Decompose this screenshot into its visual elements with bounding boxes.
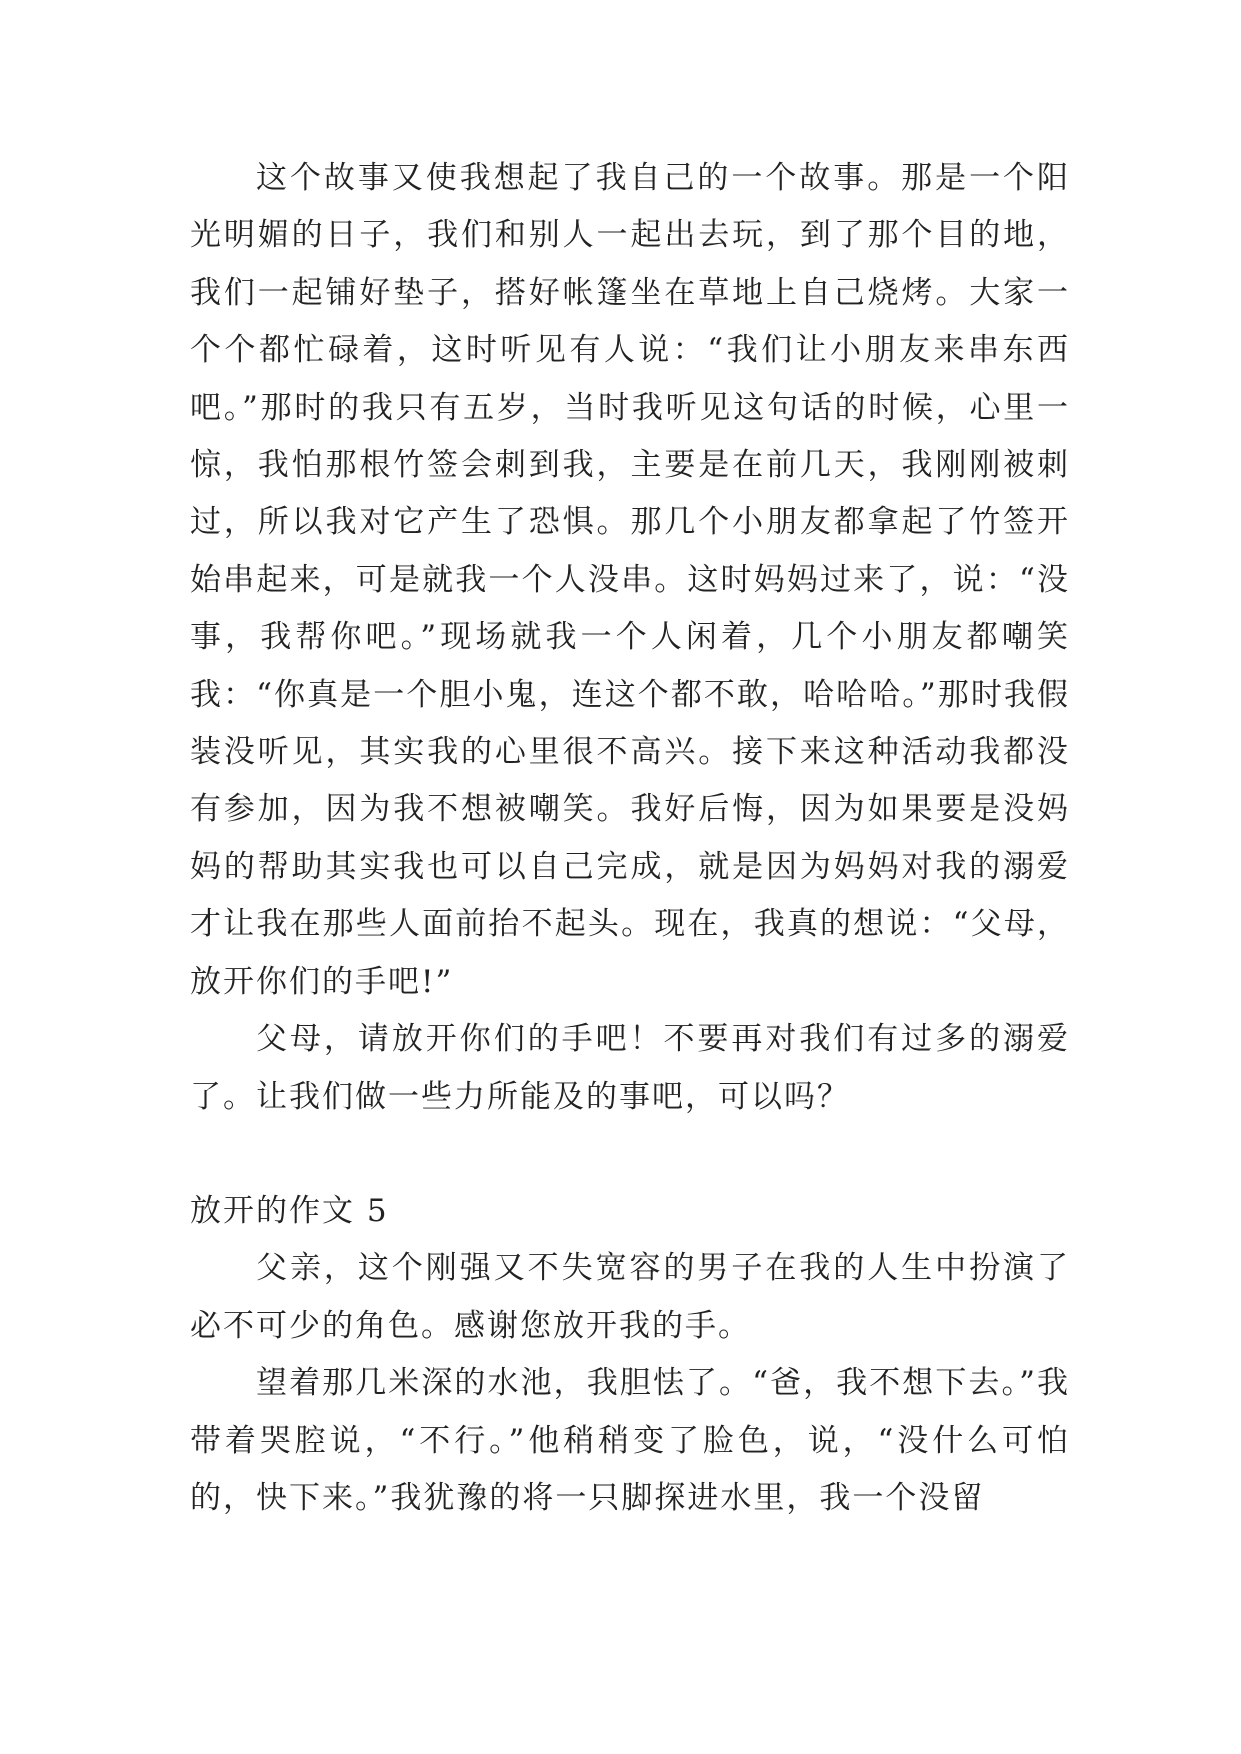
section-heading: 放开的作文 5 — [190, 1192, 389, 1229]
paragraph-story-memory: 这个故事又使我想起了我自己的一个故事。那是一个阳光明媚的日子，我们和别人一起出去玩，到了那个目的地，我们一起铺好垫子，搭好帐篷坐在草地上自己烧烤。大家一个个都忙碌着，这时听见有人说：“我们让小朋友来串东西吧。”那时的我只有五岁，当时我听见这句话的时候，心里一惊，我怕那根竹签会刺到我，主要是在前几天，我刚刚被刺过，所以我对它产生了恐惧。那几个小朋友都拿起了竹签开始串起来，可是就我一个人没串。这时妈妈过来了，说：“没事，我帮你吧。”现场就我一个人闲着，几个小朋友都嘲笑我：“你真是一个胆小鬼，连这个都不敢，哈哈哈。”那时我假装没听见，其实我的心里很不高兴。接下来这种活动我都没有参加，因为我不想被嘲笑。我好后悔，因为如果要是没妈妈的帮助其实我也可以自己完成，就是因为妈妈对我的溺爱才让我在那些人面前抬不起头。现在，我真的想说：“父母，放开你们的手吧!” — [190, 160, 1070, 1000]
paragraph-plea-to-parents: 父母，请放开你们的手吧！不要再对我们有过多的溺爱了。让我们做一些力所能及的事吧，可以吗？ — [190, 1021, 1070, 1115]
paragraph-pool-story: 望着那几米深的水池，我胆怯了。“爸，我不想下去。”我带着哭腔说，“不行。”他稍稍变了脸色，说，“没什么可怕的，快下来。”我犹豫的将一只脚探进水里，我一个没留 — [190, 1365, 1070, 1516]
paragraph-father-intro: 父亲，这个刚强又不失宽容的男子在我的人生中扮演了必不可少的角色。感谢您放开我的手。 — [190, 1250, 1070, 1344]
document-body — [190, 150, 1070, 1527]
